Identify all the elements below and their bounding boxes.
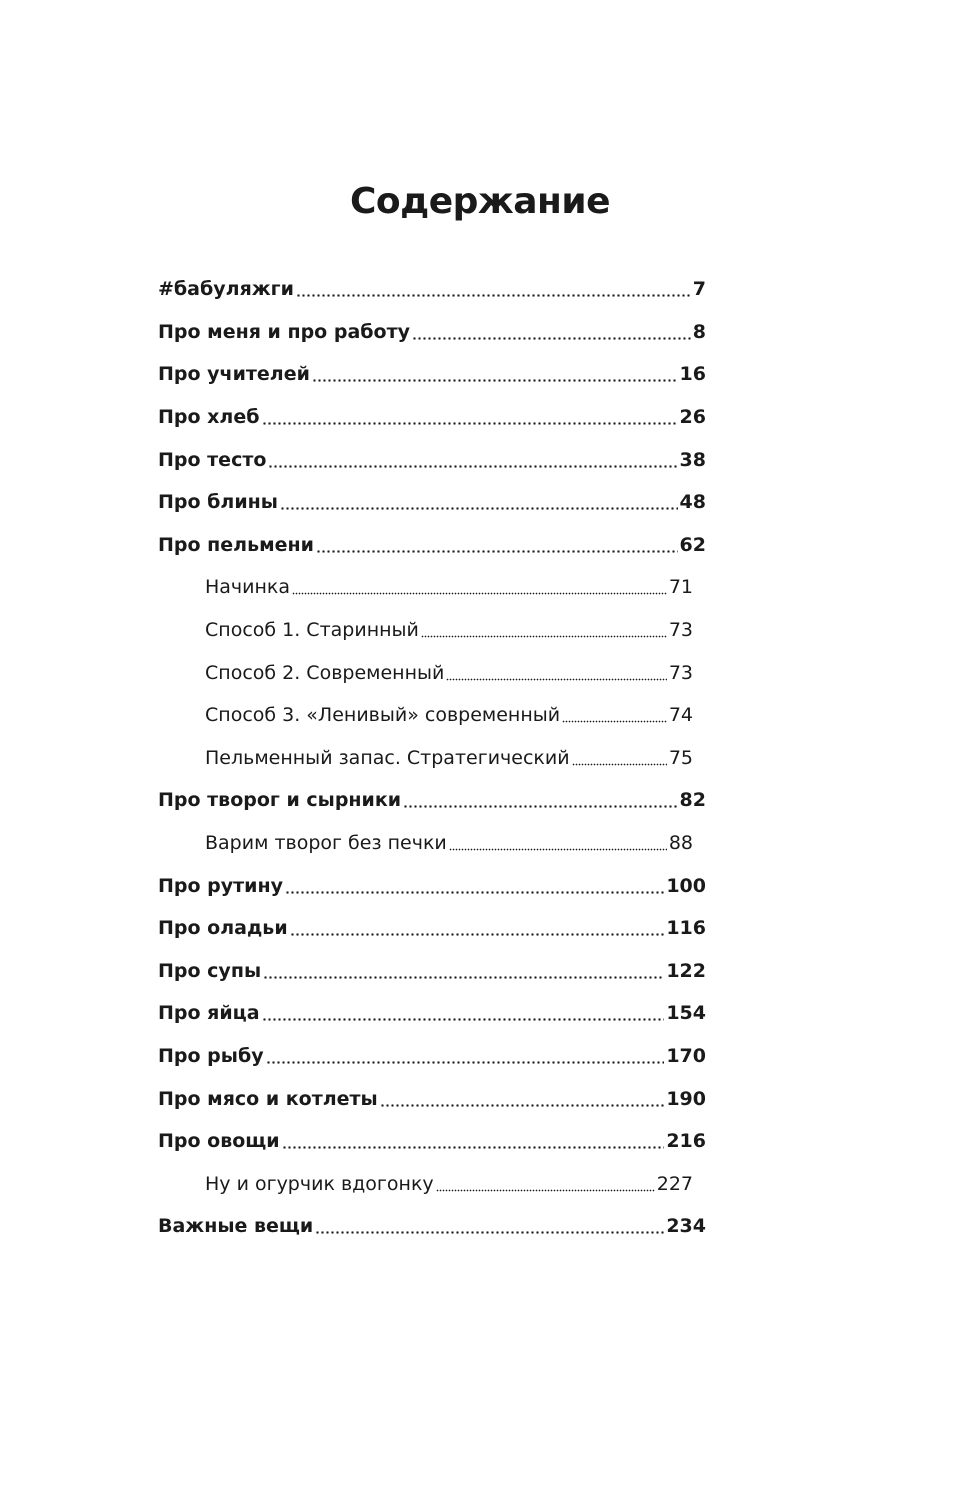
toc-entry-label: Про творог и сырники [158,789,402,812]
toc-entry-label: Важные вещи [158,1215,314,1238]
dot-leader [316,535,678,555]
toc-entry [158,396,706,439]
toc-entry [158,992,706,1035]
table-of-contents [158,268,718,1248]
toc-entry-page: 26 [679,406,706,429]
toc-entry-label: Про оладьи [158,917,288,940]
toc-entry-page: 234 [666,1215,706,1238]
toc-entry [158,311,706,354]
toc-entry [158,1077,706,1120]
toc-subentry-page: 73 [668,661,693,684]
toc-subentry-label: Способ 2. Современный [205,661,445,684]
toc-entry-page: 170 [666,1044,706,1067]
toc-entry [158,481,706,524]
dot-leader [572,748,667,768]
dot-leader [292,577,667,597]
toc-subentry [158,694,693,737]
page-title: Содержание [349,181,611,222]
toc-subentry [158,822,693,865]
toc-entry-label: Про мясо и котлеты [158,1087,378,1110]
toc-entry-page: 8 [692,320,706,343]
toc-entry [158,524,706,567]
toc-entry-label: Про блины [158,491,278,514]
toc-subentry-page: 88 [668,832,693,855]
toc-entry-page: 154 [666,1002,706,1025]
toc-subentry-label: Пельменный запас. Стратегический [205,746,570,769]
toc-entry [158,907,706,950]
dot-leader [449,833,667,853]
dot-leader [315,1216,664,1236]
toc-entry-label: Про тесто [158,448,267,471]
toc-entry [158,1120,706,1163]
toc-entry-label: Про хлеб [158,406,260,429]
dot-leader [436,1174,655,1194]
toc-entry-label: #бабуляжги [158,278,294,301]
dot-leader [262,1003,665,1023]
dot-leader [380,1089,665,1109]
toc-entry-page: 190 [666,1087,706,1110]
toc-entry-page: 48 [679,491,706,514]
toc-subentry-label: Начинка [205,576,291,599]
dot-leader [266,1046,665,1066]
toc-entry-page: 7 [692,278,706,301]
toc-entry-label: Про овощи [158,1130,280,1153]
dot-leader [285,876,664,896]
toc-subentry [158,609,693,652]
dot-leader [280,492,678,512]
toc-subentry-label: Ну и огурчик вдогонку [205,1172,434,1195]
toc-subentry-page: 227 [656,1172,693,1195]
dot-leader [446,663,666,683]
dot-leader [562,705,667,725]
dot-leader [403,790,677,810]
toc-entry-label: Про пельмени [158,533,314,556]
toc-entry [158,950,706,993]
toc-entry-label: Про меня и про работу [158,320,410,343]
toc-subentry-page: 73 [668,619,693,642]
toc-subentry-page: 75 [668,746,693,769]
toc-subentry [158,566,693,609]
toc-entry-label: Про рутину [158,874,283,897]
toc-subentry-label: Способ 1. Старинный [205,619,419,642]
dot-leader [282,1131,665,1151]
toc-entry-page: 216 [666,1130,706,1153]
toc-entry-label: Про учителей [158,363,310,386]
toc-entry-page: 38 [679,448,706,471]
toc-entry-page: 16 [679,363,706,386]
toc-entry-page: 82 [679,789,706,812]
toc-entry-page: 122 [666,959,706,982]
toc-entry [158,864,706,907]
dot-leader [296,279,691,299]
toc-entry-page: 116 [666,917,706,940]
toc-entry [158,438,706,481]
toc-entry-label: Про рыбу [158,1044,264,1067]
dot-leader [268,450,677,470]
dot-leader [412,322,691,342]
toc-entry [158,779,706,822]
toc-entry [158,268,706,311]
dot-leader [262,407,678,427]
toc-subentry [158,1162,693,1205]
toc-subentry-label: Способ 3. «Ленивый» современный [205,704,561,727]
toc-entry-page: 100 [666,874,706,897]
dot-leader [290,918,665,938]
toc-entry [158,1205,706,1248]
toc-entry-label: Про супы [158,959,262,982]
dot-leader [263,961,664,981]
toc-subentry [158,737,693,780]
toc-entry [158,1035,706,1078]
toc-entry-label: Про яйца [158,1002,260,1025]
toc-subentry-label: Варим творог без печки [205,832,447,855]
toc-subentry [158,651,693,694]
dot-leader [421,620,667,640]
toc-subentry-page: 71 [668,576,693,599]
toc-entry [158,353,706,396]
toc-subentry-page: 74 [668,704,693,727]
dot-leader [312,364,678,384]
toc-entry-page: 62 [679,533,706,556]
